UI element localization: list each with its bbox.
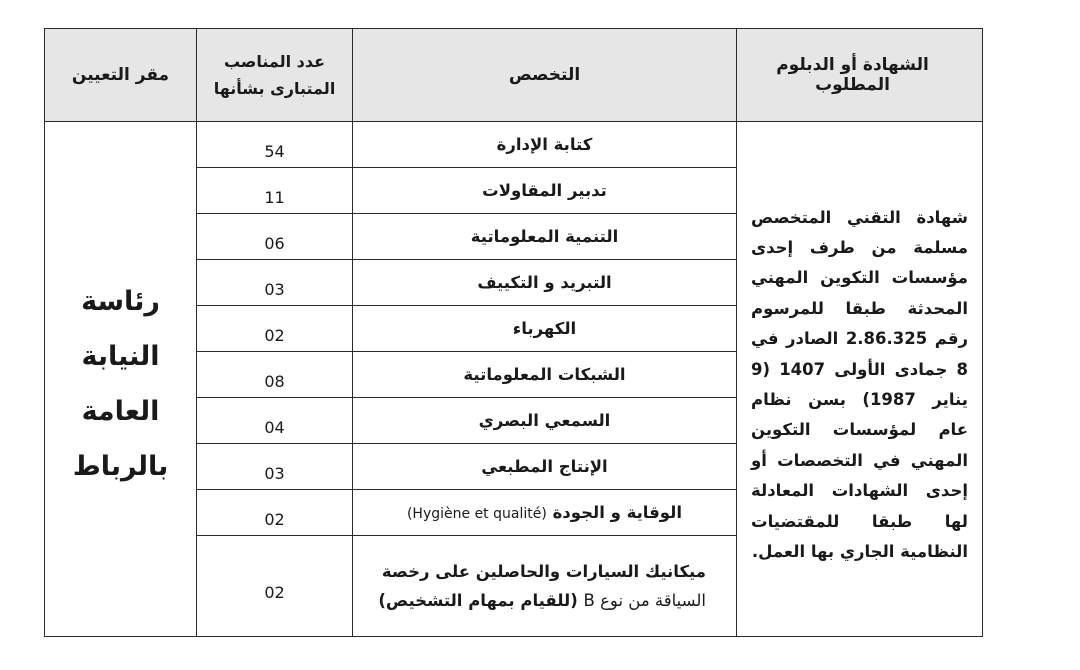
positions-table xyxy=(44,28,983,637)
count-cell: 03 xyxy=(197,444,353,490)
header-location: مقر التعيين xyxy=(45,29,197,122)
specialty-ar: الوقاية و الجودة xyxy=(552,503,683,522)
count-cell: 03 xyxy=(197,260,353,306)
count-cell: 08 xyxy=(197,352,353,398)
count-cell: 02 xyxy=(197,490,353,536)
count-cell: 54 xyxy=(197,122,353,168)
specialty-line-2 xyxy=(353,586,706,615)
specialty-cell: كتابة الإدارة xyxy=(353,122,737,168)
table-header-row xyxy=(45,29,983,122)
specialty-cell: التبريد و التكييف xyxy=(353,260,737,306)
specialty-cell: التنمية المعلوماتية xyxy=(353,214,737,260)
header-certificate: الشهادة أو الدبلوم المطلوب xyxy=(737,29,983,122)
count-cell: 02 xyxy=(197,536,353,637)
specialty-line-1: ميكانيك السيارات والحاصلين على رخصة xyxy=(381,562,706,581)
certificate-cell: شهادة التقني المتخصص مسلمة من طرف إحدى مؤسسات التكوين المهني المحدثة طبقا للمرسوم رقم 2.86.325 الصادر في 8 جمادى الأولى 1407 (9 يناير 1987) بسن نظام عام لمؤسسات التكوين المهني في التخصصات أو إحدى الشهادات المعادلة لها طبقا للمقتضيات النظامية الجاري بها العمل. xyxy=(737,122,983,637)
table-row xyxy=(45,122,983,168)
count-cell: 02 xyxy=(197,306,353,352)
header-positions: عدد المناصب المتبارى بشأنها xyxy=(197,29,353,122)
specialty-cell: السمعي البصري xyxy=(353,398,737,444)
specialty-cell: الشبكات المعلوماتية xyxy=(353,352,737,398)
specialty-line-2-text: السياقة من نوع B xyxy=(583,591,706,610)
specialty-cell: الإنتاج المطبعي xyxy=(353,444,737,490)
count-cell: 04 xyxy=(197,398,353,444)
specialty-line-2-bold: (للقيام بمهام التشخيص) xyxy=(378,591,578,610)
count-cell: 11 xyxy=(197,168,353,214)
specialty-cell xyxy=(353,490,737,536)
specialty-cell xyxy=(353,536,737,637)
location-cell: رئاسة النيابة العامة بالرباط xyxy=(45,122,197,637)
specialty-cell: تدبير المقاولات xyxy=(353,168,737,214)
specialty-cell: الكهرباء xyxy=(353,306,737,352)
header-specialty: التخصص xyxy=(353,29,737,122)
specialty-fr: (Hygiène et qualité) xyxy=(406,506,547,522)
count-cell: 06 xyxy=(197,214,353,260)
